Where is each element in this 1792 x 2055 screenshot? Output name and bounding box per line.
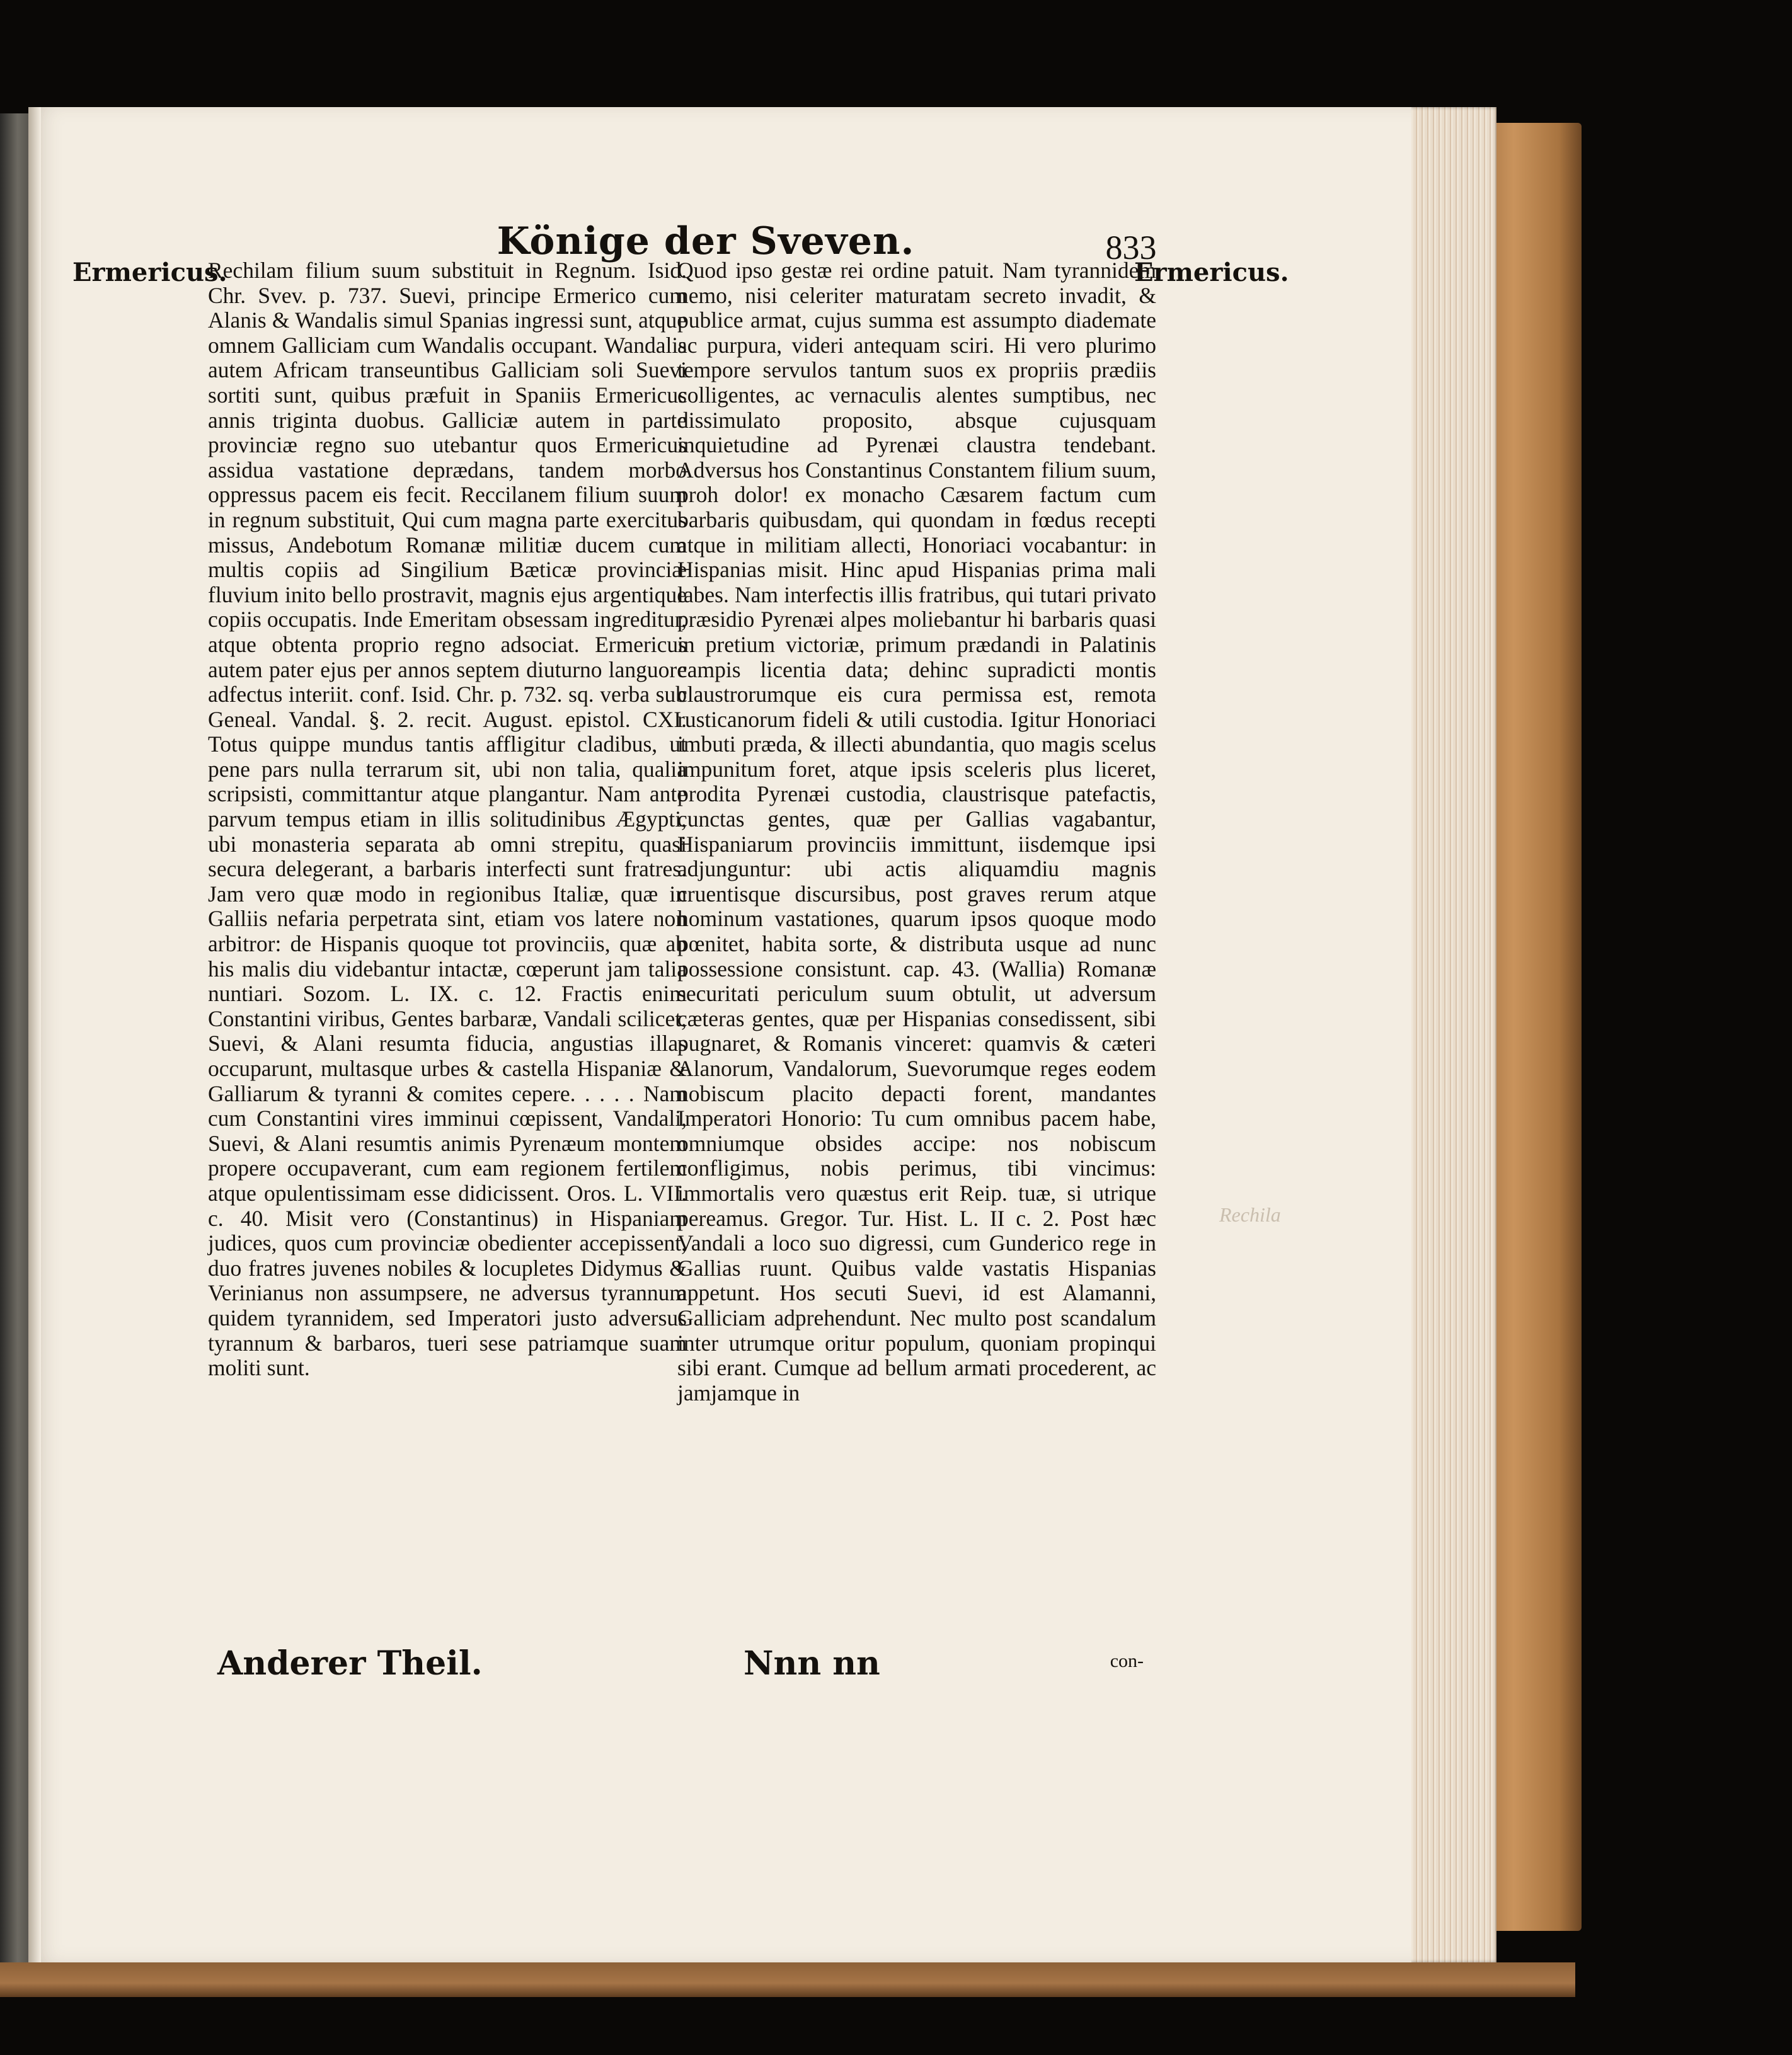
footer-quire-mark: Nnn nn — [744, 1644, 880, 1683]
show-through-text: Rechila — [1219, 1203, 1281, 1226]
book-page — [28, 107, 1411, 1962]
text-column-right — [677, 258, 1156, 1405]
footer-signature: Anderer Theil. — [217, 1644, 483, 1683]
book-cover-bottom — [0, 1962, 1575, 1997]
running-head: Könige der Sveven. — [497, 219, 915, 263]
column-right-text: Quod ipso gestæ rei ordine patuit. Nam tyrannidem nemo, nisi celeriter maturatam secreto invadit, & publice armat, cujus summa est assumpto diademate ac purpura, videri antequam sciri. Hi vero plurimo tempore servulos tantum suos ex propriis prædiis colligentes, ac vernaculis alentes sumptibus, nec dissimulato proposito, absque cujusquam inquietudine ad Pyrenæi claustra tendebant. Adversus hos Constantinus Constantem filium suum, proh dolor! ex monacho Cæsarem factum cum barbaris quibusdam, qui quondam in fœdus recepti atque in militiam allecti, Honoriaci vocabantur: in Hispanias misit. Hinc apud Hispanias prima mali labes. Nam interfectis illis fratribus, qui tutari privato præsidio Pyrenæi alpes moliebantur hi barbaris quasi in pretium victoriæ, primum prædandi in Palatinis campis licentia data; dehinc supradicti montis claustrorumque eis cura permissa est, remota rusticanorum fideli & utili custodia. Igitur Honoriaci imbuti præda, & illecti abundantia, quo magis scelus impunitum foret, atque ipsis sceleris plus liceret, prodita Pyrenæi custodia, claustrisque patefactis, cunctas gentes, quæ per Gallias vagabantur, Hispaniarum provinciis immittunt, iisdemque ipsi adjunguntur: ubi actis aliquamdiu magnis cruentisque discursibus, post graves rerum atque hominum vastationes, quarum ipsos quoque modo pœnitet, habita sorte, & distributa usque ad nunc possessione consistunt. cap. 43. (Wallia) Romanæ securitati periculum suum obtulit, ut adversum cæteras gentes, quæ per Hispanias consedissent, sibi pugnaret, & Romanis vinceret: quamvis & cæteri Alanorum, Vandalorum, Suevorumque reges eodem nobiscum placito depacti forent, mandantes Imperatori Honorio: Tu cum omnibus pacem habe, omniumque obsides accipe: nos nobiscum confligimus, nobis perimus, tibi vincimus: immortalis vero quæstus erit Reip. tuæ, si utrique pereamus. Gregor. Tur. Hist. L. II c. 2. Post hæc Vandali a loco suo digressi, cum Gunderico rege in Gallias ruunt. Quibus valde vastatis Hispanias appetunt. Hos secuti Suevi, id est Alamanni, Galliciam adprehendunt. Nec multo post scandalum inter utrumque oritur populum, quoniam propinqui sibi erant. Cumque ad bellum armati procederent, ac jamjamque in — [677, 258, 1156, 1405]
page-gutter — [28, 107, 41, 1962]
page-number: 833 — [1105, 229, 1157, 266]
page-edges — [1402, 107, 1496, 1962]
margin-note-right: Ermericus. — [1134, 258, 1289, 287]
column-left-text: Rechilam filium suum substituit in Regnum. Isid. Chr. Svev. p. 737. Suevi, principe Ermerico cum Alanis & Wandalis simul Spanias ingressi sunt, atque omnem Galliciam cum Wandalis occupant. Wandalis autem Africam transeuntibus Galliciam soli Suevi sortiti sunt, quibus præfuit in Spaniis Ermericus annis triginta duobus. Galliciæ autem in parte provinciæ regno suo utebantur quos Ermericus assidua vastatione deprædans, tandem morbo oppressus pacem eis fecit. Reccilanem filium suum in regnum substituit, Qui cum magna parte exercitus missus, Andebotum Romanæ militiæ ducem cum multis copiis ad Singilium Bæticæ provinciæ fluvium inito bello prostravit, magnis ejus argentique copiis occupatis. Inde Emeritam obsessam ingreditur, atque obtenta proprio regno adsociat. Ermericus autem pater ejus per annos septem diuturno languore adfectus interiit. conf. Isid. Chr. p. 732. sq. verba sub Geneal. Vandal. §. 2. recit. August. epistol. CXI. Totus quippe mundus tantis affligitur cladibus, ut pene pars nulla terrarum sit, ubi non talia, qualia scripsisti, committantur atque plangantur. Nam ante parvum tempus etiam in illis solitudinibus Ægypti, ubi monasteria separata ab omni strepitu, quasi secura delegerant, a barbaris interfecti sunt fratres. Jam vero quæ modo in regionibus Italiæ, quæ in Galliis nefaria perpetrata sint, etiam vos latere non arbitror: de Hispanis quoque tot provinciis, quæ ab his malis diu videbantur intactæ, cœperunt jam talia nuntiari. Sozom. L. IX. c. 12. Fractis enim Constantini viribus, Gentes barbaræ, Vandali scilicet, Suevi, & Alani resumta fiducia, angustias illas occuparunt, multasque urbes & castella Hispaniæ & Galliarum & tyranni & comites cepere. . . . . Nam cum Constantini vires imminui cœpissent, Vandali, Suevi, & Alani resumtis animis Pyrenæum montem propere occupaverant, cum eam regionem fertilem atque opulentissimam esse didicissent. Oros. L. VII. c. 40. Misit vero (Constantinus) in Hispaniam judices, quos cum provinciæ obedienter accepissent, duo fratres juvenes nobiles & locupletes Didymus & Verinianus non assumpsere, ne adversus tyrannum quidem tyrannidem, sed Imperatori justo adversus tyrannum & barbaros, tueri sese patriamque suam moliti sunt. — [208, 258, 687, 1381]
catchword: con- — [1110, 1651, 1144, 1671]
margin-note-left: Ermericus. — [72, 258, 227, 287]
text-column-left — [208, 258, 687, 1381]
